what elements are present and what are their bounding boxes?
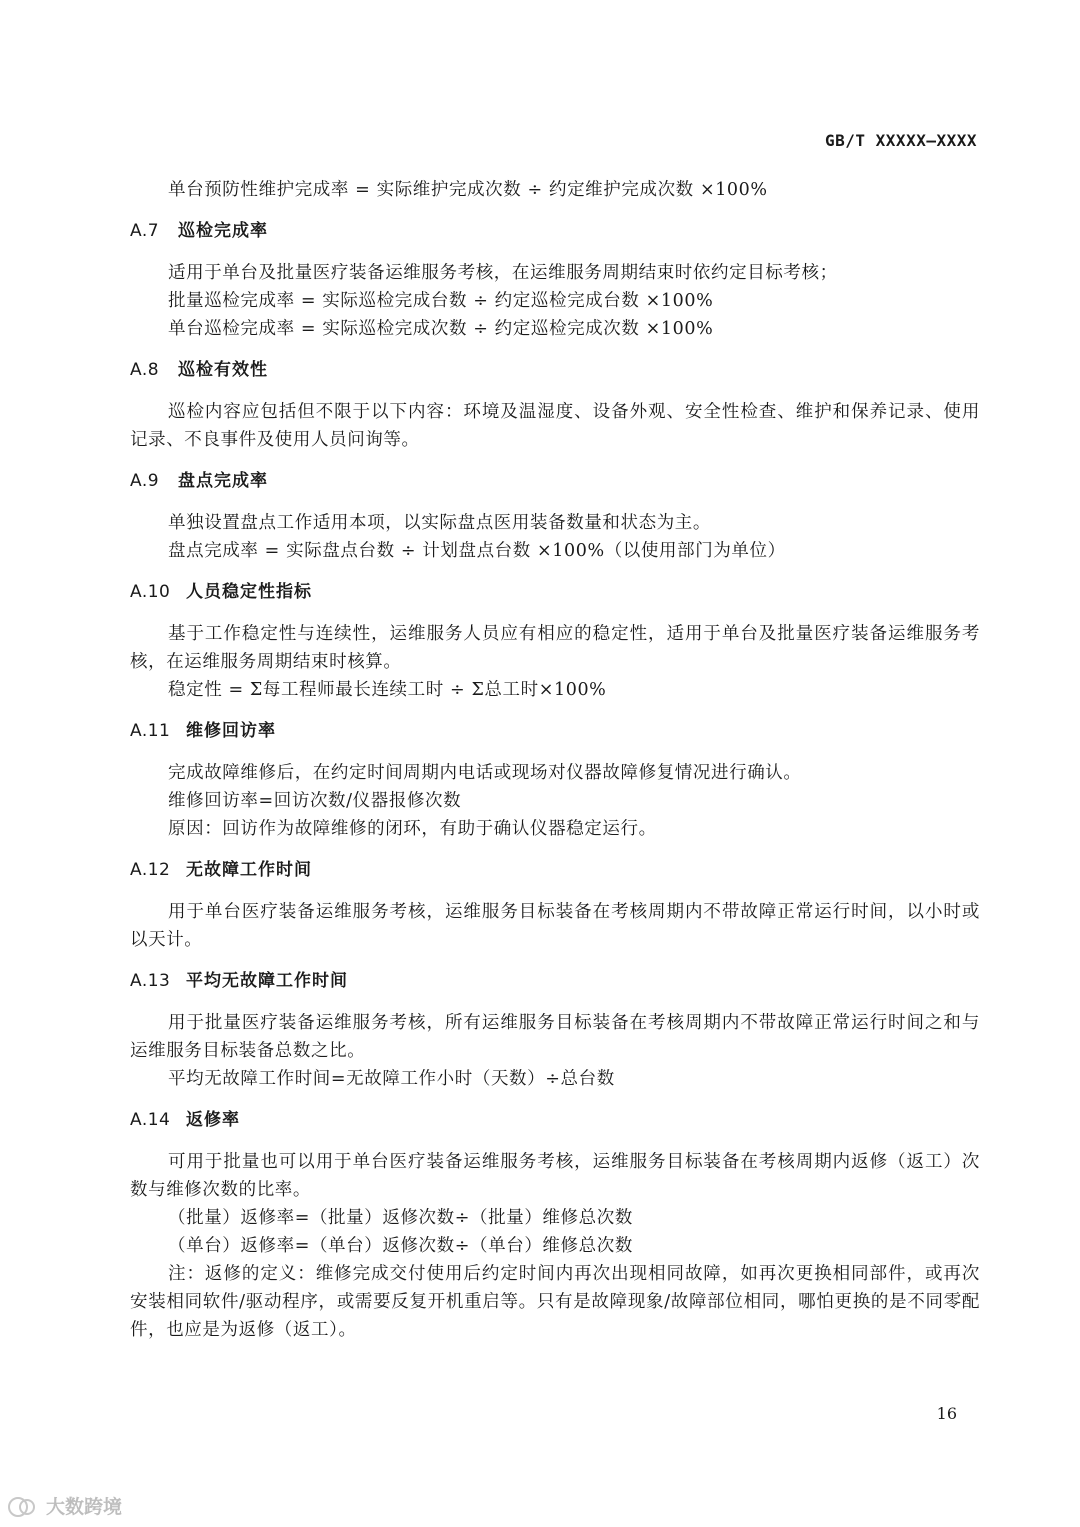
section-heading xyxy=(130,467,980,495)
section-heading xyxy=(130,578,980,606)
paragraph: 批量巡检完成率 = 实际巡检完成台数 ÷ 约定巡检完成台数 ×100% xyxy=(168,291,714,311)
section-title: 盘点完成率 xyxy=(178,471,268,491)
section-title: 巡检有效性 xyxy=(178,360,268,380)
paragraph: 单台巡检完成率 = 实际巡检完成次数 ÷ 约定巡检完成次数 ×100% xyxy=(168,319,714,339)
paragraph: 用于单台医疗装备运维服务考核，运维服务目标装备在考核周期内不带故障正常运行时间，以小时或以天计。 xyxy=(130,902,980,950)
paragraph: 完成故障维修后，在约定时间周期内电话或现场对仪器故障修复情况进行确认。 xyxy=(168,763,802,783)
paragraph: 注：返修的定义：维修完成交付使用后约定时间内再次出现相同故障，如再次更换相同部件，或再次安装相同软件/驱动程序，或需要反复开机重启等。只有是故障现象/故障部位相同，哪怕更换的是不同零配件，也应是为返修（返工）。 xyxy=(130,1264,980,1340)
watermark-logo-icon xyxy=(8,1495,38,1517)
section-number: A.9 xyxy=(130,471,160,491)
section-heading xyxy=(130,856,980,884)
paragraph: 盘点完成率 = 实际盘点台数 ÷ 计划盘点台数 ×100%（以使用部门为单位） xyxy=(168,541,786,561)
section-heading xyxy=(130,217,980,245)
section-number: A.14 xyxy=(130,1110,171,1130)
paragraph: 适用于单台及批量医疗装备运维服务考核，在运维服务周期结束时依约定目标考核； xyxy=(168,263,838,283)
document-body xyxy=(130,176,980,1344)
paragraph: 巡检内容应包括但不限于以下内容：环境及温湿度、设备外观、安全性检查、维护和保养记录、使用记录、不良事件及使用人员问询等。 xyxy=(130,402,980,450)
paragraph: 稳定性 = Σ每工程师最长连续工时 ÷ Σ总工时×100% xyxy=(168,680,607,700)
section-number: A.13 xyxy=(130,971,171,991)
paragraph: 维修回访率=回访次数/仪器报修次数 xyxy=(168,791,462,811)
paragraph: 平均无故障工作时间=无故障工作小时（天数）÷总台数 xyxy=(168,1069,615,1089)
section-title: 人员稳定性指标 xyxy=(186,582,312,602)
watermark-text: 大数跨境 xyxy=(46,1496,123,1518)
section-heading xyxy=(130,356,980,384)
paragraph: 单独设置盘点工作适用本项，以实际盘点医用装备数量和状态为主。 xyxy=(168,513,711,533)
paragraph: 可用于批量也可以用于单台医疗装备运维服务考核，运维服务目标装备在考核周期内返修（返工）次数与维修次数的比率。 xyxy=(130,1152,980,1200)
watermark xyxy=(8,1492,122,1519)
section-heading xyxy=(130,717,980,745)
paragraph: （单台）返修率=（单台）返修次数÷（单台）维修总次数 xyxy=(168,1236,633,1256)
section-title: 维修回访率 xyxy=(186,721,276,741)
paragraph: （批量）返修率=（批量）返修次数÷（批量）维修总次数 xyxy=(168,1208,633,1228)
section-number: A.12 xyxy=(130,860,171,880)
section-heading xyxy=(130,967,980,995)
paragraph: 用于批量医疗装备运维服务考核，所有运维服务目标装备在考核周期内不带故障正常运行时间之和与运维服务目标装备总数之比。 xyxy=(130,1013,980,1061)
page-number: 16 xyxy=(936,1404,957,1423)
section-number: A.10 xyxy=(130,582,171,602)
section-title: 平均无故障工作时间 xyxy=(186,971,348,991)
section-title: 巡检完成率 xyxy=(178,221,268,241)
section-title: 返修率 xyxy=(186,1110,240,1130)
paragraph: 单台预防性维护完成率 = 实际维护完成次数 ÷ 约定维护完成次数 ×100% xyxy=(168,180,768,200)
section-heading xyxy=(130,1106,980,1134)
paragraph: 原因：回访作为故障维修的闭环，有助于确认仪器稳定运行。 xyxy=(168,819,657,839)
section-number: A.7 xyxy=(130,221,160,241)
paragraph: 基于工作稳定性与连续性，运维服务人员应有相应的稳定性，适用于单台及批量医疗装备运维服务考核，在运维服务周期结束时核算。 xyxy=(130,624,980,672)
section-number: A.11 xyxy=(130,721,171,741)
standard-code: GB/T XXXXX—XXXX xyxy=(825,131,977,150)
section-title: 无故障工作时间 xyxy=(186,860,312,880)
section-number: A.8 xyxy=(130,360,160,380)
